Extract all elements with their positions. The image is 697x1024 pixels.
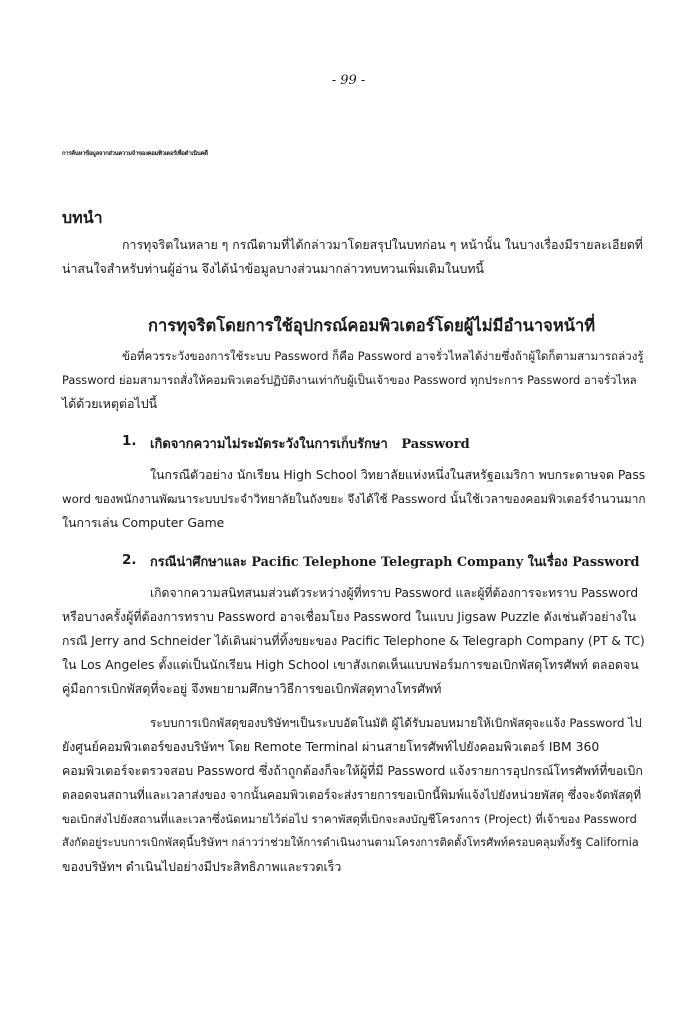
item2-heading	[150, 551, 640, 572]
item2-para2-line: สังกัดอยู่ระบบการเบิกพัสดุนี้บริษัทฯ กล่าวว่าช่วยให้การดำเนินงานตามโครงการติดตั้งโทรศัพท์ครอบคลุมทั้งรัฐ California	[62, 836, 639, 849]
item1-line: ในกรณีตัวอย่าง นักเรียน High School วิทยาลัยแห่งหนึ่งในสหรัฐอเมริกา พบกระดาษจด Pass	[150, 467, 646, 482]
item2-para1-line: กรณี Jerry and Schneider ได้เดินผ่านที่ทิ้งขยะของ Pacific Telephone & Telegraph Company (PT & TC)	[62, 634, 645, 648]
item2-para2-line: ขอเบิกส่งไปยังสถานที่และเวลาซึ่งนัดหมายไว้ต่อไป ราคาพัสดุที่เบิกจะลงบัญชีโครงการ (Project) ที่เจ้าของ Password	[62, 812, 637, 826]
item2-para2-line: ของบริษัทฯ ดำเนินไปอย่างมีประสิทธิภาพและรวดเร็ว	[62, 859, 342, 874]
item1-heading	[150, 433, 470, 454]
item2-para2-line: ระบบการเบิกพัสดุของบริษัทฯเป็นระบบอัตโนมัติ ผู้ได้รับมอบหมายให้เบิกพัสดุจะแจ้ง Password ไป	[150, 716, 642, 730]
item2-para1-line: หรือบางครั้งผู้ที่ต้องการทราบ Password อาจเชื่อมโยง Password ในแบบ Jigsaw Puzzle ดังเช่นตัวอย่างใน	[62, 609, 637, 624]
item2-para2-line: คอมพิวเตอร์จะตรวจสอบ Password ซึ่งถ้าถูกต้องก็จะให้ผู้ที่มี Password แจ้งรายการอุปกรณ์โทรศัพท์ที่ขอเบิก	[62, 763, 643, 778]
section-line: Password ย่อมสามารถสั่งให้คอมพิวเตอร์ปฏิบัติงานเท่ากับผู้เป็นเจ้าของ Password ทุกประการ Password อาจรั่วไหล	[62, 373, 637, 387]
intro-line: การทุจริตในหลาย ๆ กรณีตามที่ได้กล่าวมาโดยสรุปในบทก่อน ๆ หน้านั้น ในบางเรื่องมีรายละเอียดที่	[122, 237, 643, 252]
section-line: ได้ด้วยเหตุต่อไปนี้	[62, 396, 158, 411]
item2-para2-line: ตลอดจนสถานที่และเวลาส่งของ จากนั้นคอมพิวเตอร์จะส่งรายการขอเบิกนี้พิมพ์แจ้งไปยังหน่วยพัสดุ ซึ่งจะจัดพัสดุที่	[62, 788, 642, 802]
item2-para1-line: คู่มือการเบิกพัสดุที่จะอยู่ จึงพยายามศึกษาวิธีการขอเบิกพัสดุทางโทรศัพท์	[62, 681, 442, 696]
section-line: ข้อที่ควรระวังของการใช้ระบบ Password ก็คือ Password อาจรั่วไหลได้ง่ายซึ่งถ้าผู้ใดก็ตามสามารถล่วงรู้	[122, 349, 644, 363]
page-title: การค้นหาข้อมูลจากส่วนความจำของคอมพิวเตอร์เพื่อดำเนินคดี	[62, 151, 208, 157]
intro-line: น่าสนใจสำหรับท่านผู้อ่าน จึงได้นำข้อมูลบางส่วนมากล่าวทบทวนเพิ่มเติมในบทนี้	[62, 261, 485, 276]
item2-number: 2.	[122, 552, 137, 568]
intro-heading: บทนำ	[62, 208, 103, 227]
item1-line: word ของพนักงานพัฒนาระบบประจำวิทยาลัยในถังขยะ จึงได้ใช้ Password นั้นใช้เวลาของคอมพิวเตอร์จำนวนมาก	[62, 492, 646, 506]
item2-para1-line: ใน Los Angeles ตั้งแต่เป็นนักเรียน High School เขาสังเกตเห็นแบบฟอร์มการขอเบิกพัสดุโทรศัพท์ ตลอดจน	[62, 657, 639, 672]
item1-line: ในการเล่น Computer Game	[62, 515, 225, 530]
item2-heading-thai: ในเรื่อง	[527, 555, 568, 570]
item1-heading-thai: เกิดจากความไม่ระมัดระวังในการเก็บรักษา	[150, 437, 388, 452]
item1-heading-latin: Password	[401, 437, 470, 452]
page-number: - 99 -	[331, 73, 366, 88]
item2-heading-thai: กรณีน่าศึกษาและ	[150, 555, 247, 570]
item2-para1-line: เกิดจากความสนิทสนมส่วนตัวระหว่างผู้ที่ทราบ Password และผู้ที่ต้องการจะทราบ Password	[150, 586, 639, 600]
section-heading: การทุจริตโดยการใช้อุปกรณ์คอมพิวเตอร์โดยผู้ไม่มีอำนาจหน้าที่	[148, 316, 596, 335]
item1-number: 1.	[122, 433, 137, 449]
item2-heading-latin: Pacific Telephone Telegraph Company	[251, 555, 524, 570]
item2-para2-line: ยังศูนย์คอมพิวเตอร์ของบริษัทฯ โดย Remote Terminal ผ่านสายโทรศัพท์ไปยังคอมพิวเตอร์ IBM 360	[62, 739, 600, 754]
item2-heading-latin: Password	[572, 555, 640, 570]
